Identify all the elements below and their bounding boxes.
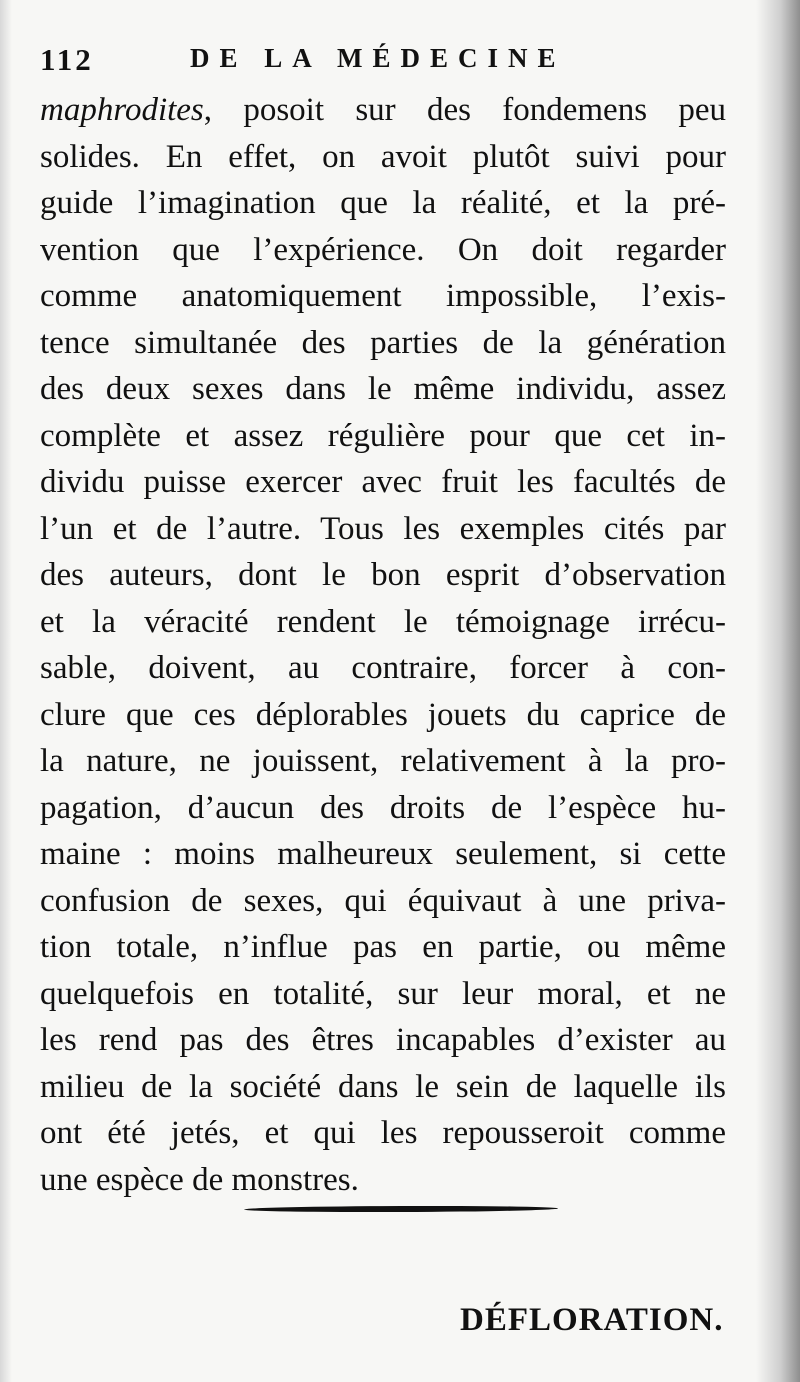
italic-word: maphrodites xyxy=(40,92,204,128)
text-line: quelquefois en totalité, sur leur moral, et ne xyxy=(40,975,726,1012)
text-line: dividu puisse exercer avec fruit les facultés de xyxy=(40,464,726,500)
text-line: tion totale, n’influe pas en partie, ou même xyxy=(40,929,726,965)
page-gutter-shadow-right xyxy=(756,0,800,1382)
body-paragraph xyxy=(40,87,726,1203)
text-line: clure que ces déplorables jouets du caprice de xyxy=(40,696,726,733)
text-line: complète et assez régulière pour que cet in- xyxy=(40,417,726,454)
text-line: confusion de sexes, qui équivaut à une priva- xyxy=(40,882,726,919)
text-line: et la véracité rendent le témoignage irrécu- xyxy=(40,603,726,640)
text-line-rest: , posoit sur des fondemens peu xyxy=(203,92,726,128)
text-line: milieu de la société dans le sein de laquelle ils xyxy=(40,1068,726,1105)
text-line: maine : moins malheureux seulement, si cette xyxy=(40,836,726,872)
text-line: des deux sexes dans le même individu, assez xyxy=(40,371,726,407)
text-line: une espèce de monstres. xyxy=(40,1161,359,1198)
next-section-heading: DÉFLORATION. xyxy=(460,1302,724,1338)
text-line: les rend pas des êtres incapables d’exister au xyxy=(40,1022,726,1058)
page-gutter-shadow-left xyxy=(0,0,12,1382)
text-line: guide l’imagination que la réalité, et la pré- xyxy=(40,185,726,221)
page-number: 112 xyxy=(40,42,94,77)
text-line: pagation, d’aucun des droits de l’espèce hu- xyxy=(40,789,726,826)
page-header xyxy=(40,42,760,82)
section-divider xyxy=(244,1205,558,1212)
text-line: la nature, ne jouissent, relativement à la pro- xyxy=(40,743,726,779)
text-line: l’un et de l’autre. Tous les exemples cités par xyxy=(40,510,726,547)
text-line: sable, doivent, au contraire, forcer à con- xyxy=(40,650,726,686)
text-line: ont été jetés, et qui les repousseroit comme xyxy=(40,1115,726,1151)
text-line: tence simultanée des parties de la génération xyxy=(40,324,726,361)
text-line: vention que l’expérience. On doit regarder xyxy=(40,231,726,268)
text-line xyxy=(40,87,726,134)
text-line: des auteurs, dont le bon esprit d’observation xyxy=(40,557,726,593)
text-line: solides. En effet, on avoit plutôt suivi pour xyxy=(40,138,726,175)
text-line: comme anatomiquement impossible, l’exis- xyxy=(40,278,726,314)
running-title: DE LA MÉDECINE xyxy=(190,43,566,73)
